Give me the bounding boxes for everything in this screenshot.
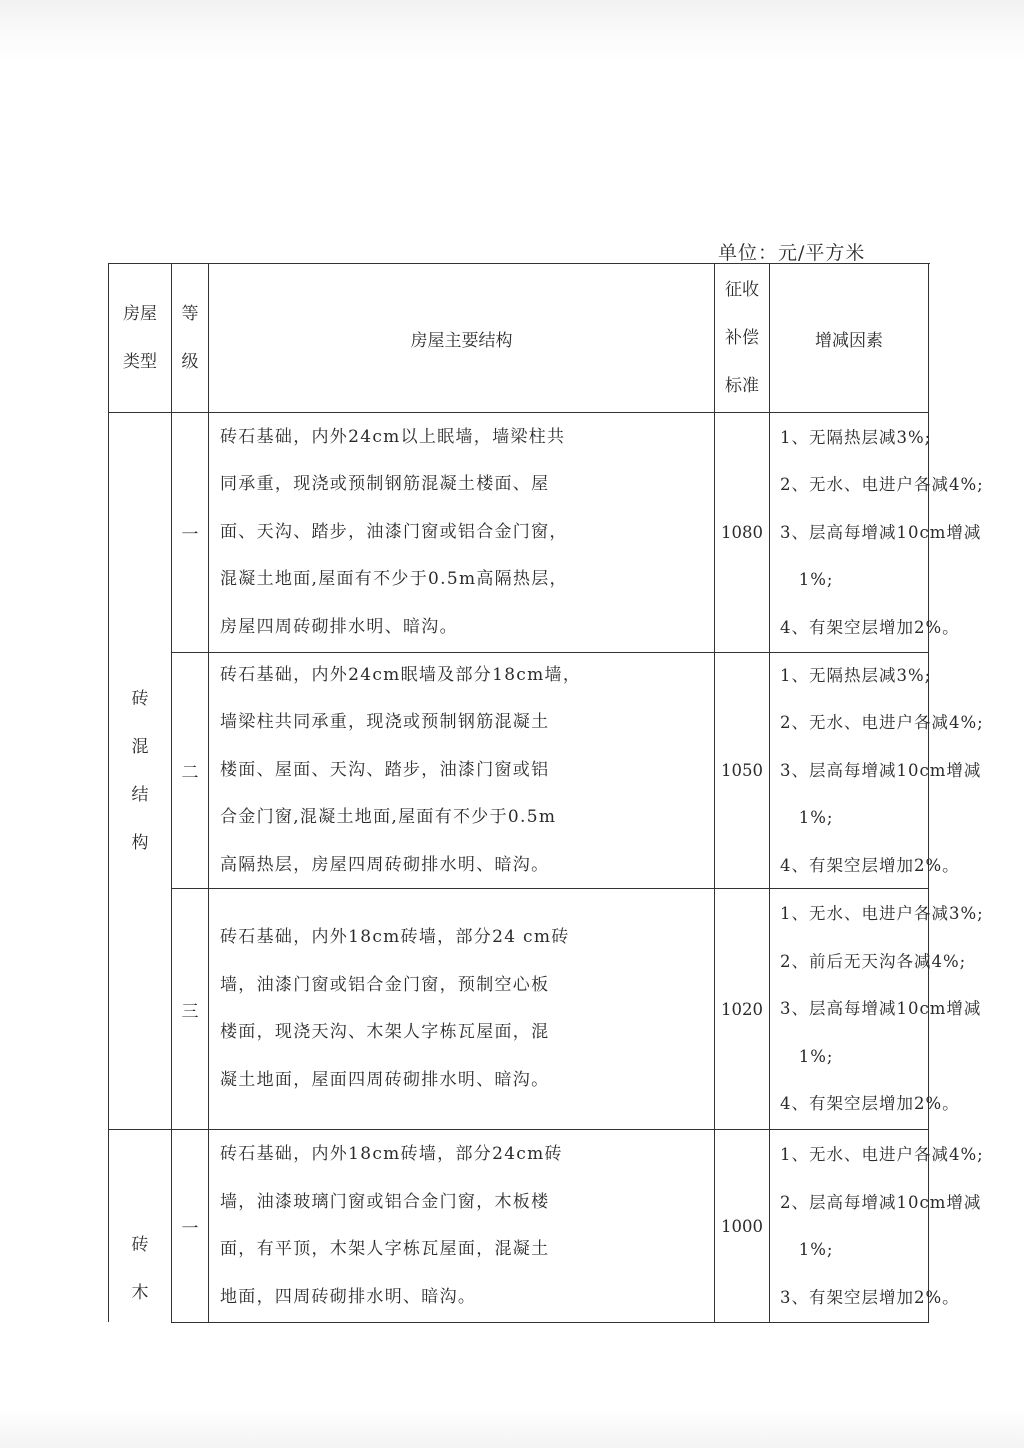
structure-line: 房屋四周砖砌排水明、暗沟。 xyxy=(220,616,458,637)
structure-line: 面、天沟、踏步，油漆门窗或铝合金门窗， xyxy=(220,521,568,542)
house-type-char: 木 xyxy=(131,1283,149,1303)
factor-item: 1%; xyxy=(780,1046,834,1066)
factor-item: 2、无水、电进户各减4%; xyxy=(780,713,984,733)
house-type-char: 混 xyxy=(131,737,149,757)
header-standard xyxy=(715,264,770,413)
factor-item: 4、有架空层增加2%。 xyxy=(780,617,960,637)
factors-cell xyxy=(770,653,984,889)
factor-item: 1、无水、电进户各减4%; xyxy=(780,1145,984,1164)
factor-item: 3、层高每增减10cm增减 xyxy=(780,522,982,542)
header-house-type xyxy=(109,264,172,413)
factor-item: 1、无隔热层减3%; xyxy=(780,427,932,447)
factor-item: 1%; xyxy=(780,1240,834,1259)
factors-cell xyxy=(770,1130,984,1323)
factor-item: 2、层高每增减10cm增减 xyxy=(780,1192,982,1212)
factor-item: 3、层高每增减10cm增减 xyxy=(780,760,982,780)
scan-shadow-top xyxy=(0,0,1024,60)
header-structure xyxy=(209,264,715,413)
factor-item: 2、无水、电进户各减4%; xyxy=(780,475,984,495)
house-type-char: 构 xyxy=(131,833,149,853)
structure-line: 合金门窗,混凝土地面,屋面有不少于0.5m xyxy=(220,807,557,828)
structure-line: 砖石基础，内外24cm眠墙及部分18cm墙， xyxy=(220,664,582,685)
factor-item: 1、无水、电进户各减3%; xyxy=(780,904,984,924)
standard-cell: 1080 xyxy=(715,413,770,653)
structure-line: 砖石基础，内外18cm砖墙，部分24 cm砖 xyxy=(220,927,570,947)
structure-line: 墙，油漆玻璃门窗或铝合金门窗，木板楼 xyxy=(220,1191,550,1212)
grade-cell: 一 xyxy=(172,413,209,653)
compensation-table xyxy=(108,263,984,1322)
structure-cell xyxy=(209,1130,715,1323)
structure-cell xyxy=(209,889,715,1130)
header-grade xyxy=(172,264,209,413)
structure-line: 砖石基础，内外24cm以上眠墙，墙梁柱共 xyxy=(220,426,566,447)
structure-line: 楼面、屋面、天沟、踏步，油漆门窗或铝 xyxy=(220,759,550,780)
header-standard-line-3: 标准 xyxy=(725,376,759,396)
house-type-char: 砖 xyxy=(131,689,149,709)
factors-cell xyxy=(770,413,984,653)
structure-cell xyxy=(209,653,715,889)
standard-cell: 1050 xyxy=(715,653,770,889)
factor-item: 4、有架空层增加2%。 xyxy=(780,855,960,875)
structure-line: 楼面，现浇天沟、木架人字栋瓦屋面，混 xyxy=(220,1022,550,1042)
factors-cell xyxy=(770,889,984,1130)
structure-line: 凝土地面，屋面四周砖砌排水明、暗沟。 xyxy=(220,1069,550,1090)
header-structure-label: 房屋主要结构 xyxy=(410,330,513,351)
factor-item: 1、无隔热层减3%; xyxy=(780,665,932,685)
unit-label: 单位：元/平方米 xyxy=(718,242,866,264)
header-grade-line-2: 级 xyxy=(181,352,199,372)
structure-line: 同承重，现浇或预制钢筋混凝土楼面、屋 xyxy=(220,474,550,495)
header-standard-line-1: 征收 xyxy=(725,280,759,300)
structure-line: 墙梁柱共同承重，现浇或预制钢筋混凝土 xyxy=(220,712,550,733)
grade-cell: 二 xyxy=(172,653,209,889)
house-type-char: 砖 xyxy=(131,1235,149,1255)
standard-cell: 1000 xyxy=(715,1130,770,1323)
structure-line: 高隔热层，房屋四周砖砌排水明、暗沟。 xyxy=(220,854,550,875)
house-type-brick-wood xyxy=(109,1130,172,1323)
structure-line: 地面，四周砖砌排水明、暗沟。 xyxy=(220,1286,477,1307)
factor-item: 3、层高每增减10cm增减 xyxy=(780,999,982,1019)
header-factors xyxy=(770,264,929,413)
factor-item: 1%; xyxy=(780,570,834,590)
scan-shadow-bottom xyxy=(0,1408,1024,1448)
header-house-type-line-1: 房屋 xyxy=(123,304,157,324)
factor-item: 1%; xyxy=(780,808,834,828)
standard-cell: 1020 xyxy=(715,889,770,1130)
structure-line: 砖石基础，内外18cm砖墙，部分24cm砖 xyxy=(220,1144,563,1164)
factor-item: 3、有架空层增加2%。 xyxy=(780,1287,960,1307)
structure-cell xyxy=(209,413,715,653)
grade-cell: 三 xyxy=(172,889,209,1130)
structure-line: 墙，油漆门窗或铝合金门窗，预制空心板 xyxy=(220,974,550,995)
header-standard-line-2: 补偿 xyxy=(725,328,759,348)
house-type-char: 结 xyxy=(131,785,149,805)
structure-line: 混凝土地面,屋面有不少于0.5m高隔热层， xyxy=(220,569,568,590)
header-house-type-line-2: 类型 xyxy=(123,352,157,372)
grade-cell: 一 xyxy=(172,1130,209,1323)
structure-line: 面，有平顶，木架人字栋瓦屋面，混凝土 xyxy=(220,1239,550,1259)
header-grade-line-1: 等 xyxy=(181,304,199,324)
factor-item: 2、前后无天沟各减4%; xyxy=(780,951,967,971)
factor-item: 4、有架空层增加2%。 xyxy=(780,1094,960,1114)
header-factors-label: 增减因素 xyxy=(815,330,883,351)
house-type-brick-concrete xyxy=(109,413,172,1130)
